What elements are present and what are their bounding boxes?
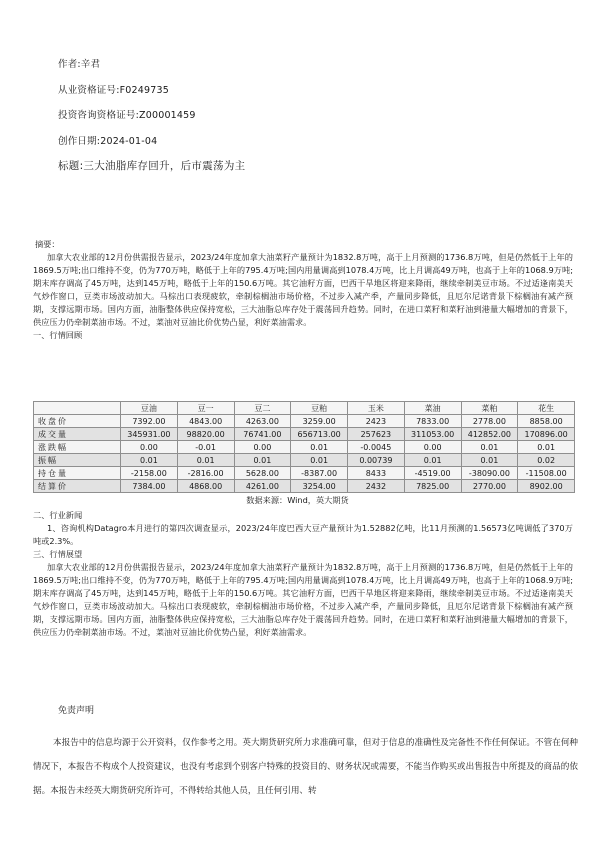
table-cell: 0.00739	[348, 454, 405, 467]
table-cell: 8858.00	[518, 415, 575, 428]
table-row	[34, 480, 575, 493]
table-cell: 0.01	[121, 454, 178, 467]
data-source-note: 数据来源：Wind，英大期货	[246, 495, 349, 505]
disclaimer-title: 免责声明	[58, 706, 95, 716]
table-header-cell: 菜粕	[461, 402, 518, 415]
table-cell: 76741.00	[234, 428, 291, 441]
table-header-cell	[34, 402, 121, 415]
table-cell: -0.01	[177, 441, 234, 454]
table-cell: 3254.00	[291, 480, 348, 493]
table-cell: 7392.00	[121, 415, 178, 428]
table-cell: -2816.00	[177, 467, 234, 480]
table-header-cell: 玉米	[348, 402, 405, 415]
table-cell: 4263.00	[234, 415, 291, 428]
market-quote-table	[33, 401, 575, 493]
table-cell: -38090.00	[461, 467, 518, 480]
row-label: 振幅	[34, 454, 121, 467]
row-label: 成交量	[34, 428, 121, 441]
table-cell: 4843.00	[177, 415, 234, 428]
table-cell: 0.01	[291, 441, 348, 454]
outlook-text: 加拿大农业部的12月份供需报告显示，2023/24年度加拿大油菜籽产量预计为1832.8万吨，高于上月预测的1736.8万吨，但是仍然低于上年的1869.5万吨;出口维持不变，仍为770万吨，略低于上年的795.4万吨;国内用量调高到1078.4万吨，比上月调高49万吨，也高于上年的1068.9万吨;期末库存调高了45万吨，达到145万吨，略低于上年的150.6万吨。其它油籽方面，巴西干旱地区将迎来降雨，继续牵制美豆市场。不过适逢南美天气炒作窗口，豆类市场波动加大。马棕出口表现疲软，牵制棕榈油市场价格，不过步入减产季，产量同步降低，且厄尔尼诺背景下棕榈油有减产预期，支撑远期市场。国内方面，油脂整体供应保持宽松，三大油脂总库存处于震荡回升趋势。同时，在进口菜籽和菜籽油到港量大幅增加的背景下，供应压力仍牵制菜油市场。不过，菜油对豆油比价优势凸显，利好菜油需求。	[33, 562, 573, 637]
table-cell: 7833.00	[404, 415, 461, 428]
table-cell: 4261.00	[234, 480, 291, 493]
author-line: 作者:辛君	[58, 59, 101, 70]
table-cell: 7825.00	[404, 480, 461, 493]
table-cell: 2432	[348, 480, 405, 493]
table-cell: 412852.00	[461, 428, 518, 441]
row-label: 收盘价	[34, 415, 121, 428]
row-label: 持仓量	[34, 467, 121, 480]
summary-label: 摘要：	[35, 239, 60, 249]
table-cell: 8433	[348, 467, 405, 480]
table-cell: 98820.00	[177, 428, 234, 441]
table-header-row	[34, 402, 575, 415]
row-label: 结算价	[34, 480, 121, 493]
table-cell: 0.01	[518, 441, 575, 454]
table-row	[34, 467, 575, 480]
table-cell: 2770.00	[461, 480, 518, 493]
table-cell: 7384.00	[121, 480, 178, 493]
table-header-cell: 豆粕	[291, 402, 348, 415]
creation-date: 创作日期:2024-01-04	[58, 136, 158, 147]
news-item: 1、咨询机构Datagro本月进行的第四次调查显示，2023/24年度巴西大豆产量预计为1.52882亿吨，比11月预测的1.56573亿吨调低了370万吨或2.3%。	[33, 523, 573, 546]
disclaimer-text: 本报告中的信息均源于公开资料，仅作参考之用。英大期货研究所力求准确可靠，但对于信息的准确性及完备性不作任何保证。不管在何种情况下，本报告不构成个人投资建议，也没有考虑到个别客户特殊的投资目的、财务状况或需要，不能当作购买或出售报告中所提及的商品的依据。本报告未经英大期货研究所许可，不得转给其他人员，且任何引用、转	[33, 738, 578, 796]
table-cell: 2423	[348, 415, 405, 428]
table-header-cell: 豆油	[121, 402, 178, 415]
table-cell: -0.0045	[348, 441, 405, 454]
table-row	[34, 441, 575, 454]
row-label: 涨跌幅	[34, 441, 121, 454]
table-cell: 0.01	[177, 454, 234, 467]
table-cell: 170896.00	[518, 428, 575, 441]
license-number: 从业资格证号:F0249735	[58, 85, 169, 96]
table-cell: 0.00	[404, 441, 461, 454]
table-row	[34, 428, 575, 441]
section-heading-industry-news: 二、行业新闻	[33, 510, 83, 520]
table-cell: 0.01	[234, 454, 291, 467]
report-title: 标题:三大油脂库存回升，后市震荡为主	[58, 160, 246, 172]
table-cell: 0.01	[291, 454, 348, 467]
table-cell: 0.00	[234, 441, 291, 454]
section-heading-outlook: 三、行情展望	[33, 549, 83, 559]
table-cell: 656713.00	[291, 428, 348, 441]
table-cell: 2778.00	[461, 415, 518, 428]
section-heading-market-review: 一、行情回顾	[33, 330, 83, 340]
table-cell: 0.01	[404, 454, 461, 467]
table-cell: -8387.00	[291, 467, 348, 480]
table-header-cell: 菜油	[404, 402, 461, 415]
table-row	[34, 454, 575, 467]
table-header-cell: 豆二	[234, 402, 291, 415]
table-cell: -4519.00	[404, 467, 461, 480]
summary-text: 加拿大农业部的12月份供需报告显示，2023/24年度加拿大油菜籽产量预计为1832.8万吨，高于上月预测的1736.8万吨，但是仍然低于上年的1869.5万吨;出口维持不变，仍为770万吨，略低于上年的795.4万吨;国内用量调高到1078.4万吨，比上月调高49万吨，也高于上年的1068.9万吨;期末库存调高了45万吨，达到145万吨，略低于上年的150.6万吨。其它油籽方面，巴西干旱地区将迎来降雨，继续牵制美豆市场。不过适逢南美天气炒作窗口，豆类市场波动加大。马棕出口表现疲软，牵制棕榈油市场价格，不过步入减产季，产量同步降低，且厄尔尼诺背景下棕榈油有减产预期，支撑远期市场。国内方面，油脂整体供应保持宽松，三大油脂总库存处于震荡回升趋势。同时，在进口菜籽和菜籽油到港量大幅增加的背景下，供应压力仍牵制菜油市场。不过，菜油对豆油比价优势凸显，利好菜油需求。	[33, 252, 573, 327]
table-cell: 4868.00	[177, 480, 234, 493]
table-cell: 0.01	[461, 441, 518, 454]
table-cell: -2158.00	[121, 467, 178, 480]
table-header-cell: 豆一	[177, 402, 234, 415]
consult-license-number: 投资咨询资格证号:Z00001459	[58, 110, 196, 121]
table-cell: 5628.00	[234, 467, 291, 480]
table-cell: 311053.00	[404, 428, 461, 441]
table-header-cell: 花生	[518, 402, 575, 415]
table-cell: 0.00	[121, 441, 178, 454]
table-cell: 3259.00	[291, 415, 348, 428]
table-cell: -11508.00	[518, 467, 575, 480]
table-row	[34, 415, 575, 428]
table-cell: 8902.00	[518, 480, 575, 493]
summary-section	[33, 238, 573, 342]
table-cell: 0.02	[518, 454, 575, 467]
news-outlook-section	[33, 509, 573, 639]
table-cell: 0.01	[461, 454, 518, 467]
table-cell: 345931.00	[121, 428, 178, 441]
table-cell: 257623	[348, 428, 405, 441]
